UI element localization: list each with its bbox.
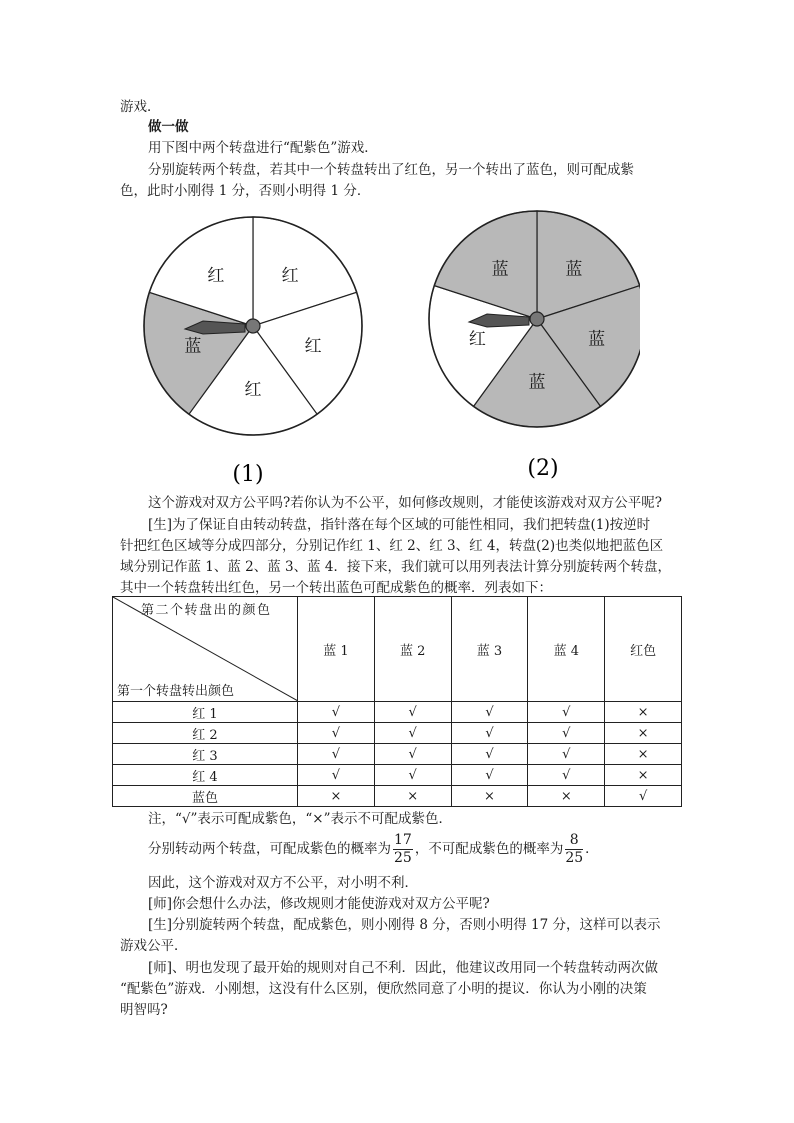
- table-cell: √: [528, 765, 605, 786]
- sector-label: 红: [304, 336, 322, 357]
- table-cell: √: [298, 765, 375, 786]
- table-cell: √: [298, 723, 375, 744]
- sector-label: 红: [468, 329, 486, 350]
- probability-table: [112, 596, 682, 807]
- fraction-denominator: 25: [565, 850, 584, 866]
- table-cell: ×: [605, 723, 682, 744]
- text-line: [师]、明也发现了最开始的规则对自己不利．因此，他建议改用同一个转盘转动两次做: [148, 960, 659, 976]
- row-label: 红 4: [113, 765, 298, 786]
- table-cell: ×: [605, 744, 682, 765]
- table-cell: √: [528, 723, 605, 744]
- probability-line: [148, 829, 599, 869]
- table-cell: ×: [605, 765, 682, 786]
- column-header: 红色: [605, 597, 682, 702]
- sector-label: 红: [281, 265, 299, 286]
- table-cell: √: [298, 744, 375, 765]
- table-row: [113, 723, 682, 744]
- fraction-numerator: 8: [565, 832, 583, 850]
- sector-label: 红: [244, 380, 262, 401]
- corner-top-label: 第二个转盘出的颜色: [141, 603, 272, 618]
- table-cell: √: [451, 702, 528, 723]
- text-line: 因此，这个游戏对双方不公平，对小明不利．: [148, 875, 418, 891]
- table-header-row: [113, 597, 682, 702]
- table-cell: √: [374, 723, 451, 744]
- text-line: “配紫色”游戏．小刚想，这没有什么区别，便欣然同意了小明的提议．你认为小刚的决策: [120, 981, 647, 997]
- row-label: 蓝色: [113, 786, 298, 807]
- table-cell: √: [451, 765, 528, 786]
- table-row: [113, 744, 682, 765]
- column-header: 蓝 2: [374, 597, 451, 702]
- spinner-hub: [246, 319, 260, 333]
- text-line: 其中一个转盘转出红色，另一个转出蓝色可配成紫色的概率．列表如下：: [120, 580, 552, 596]
- table-cell: √: [374, 765, 451, 786]
- text-line: [生]为了保证自由转动转盘，指针落在每个区域的可能性相同，我们把转盘(1)按逆时: [148, 517, 651, 533]
- text-line: 这个游戏对双方公平吗?若你认为不公平，如何修改规则，才能使该游戏对双方公平呢?: [148, 495, 662, 511]
- spinner-2-caption: (2): [527, 456, 559, 481]
- text-line: 游戏公平．: [120, 938, 188, 954]
- table-cell: √: [451, 744, 528, 765]
- spinner-hub: [530, 312, 544, 326]
- fraction-denominator: 25: [394, 850, 412, 866]
- text-line: 色，此时小刚得 1 分，否则小明得 1 分．: [120, 183, 371, 199]
- table-row: [113, 786, 682, 807]
- table-cell: √: [451, 723, 528, 744]
- table-cell: √: [374, 744, 451, 765]
- text-fragment: 分别转动两个转盘，可配成紫色的概率为: [148, 841, 391, 857]
- column-header: 蓝 1: [298, 597, 375, 702]
- table-cell: ×: [528, 786, 605, 807]
- spinner-2: [429, 211, 640, 427]
- sector-label: 红: [207, 265, 225, 286]
- fraction-numerator: 17: [394, 832, 412, 848]
- text-fragment: ．: [585, 841, 599, 857]
- table-cell: ×: [298, 786, 375, 807]
- table-cell: √: [528, 744, 605, 765]
- spinner-1: [144, 217, 362, 435]
- spinner-figures: [130, 205, 640, 490]
- table-cell: √: [374, 702, 451, 723]
- table-row: [113, 702, 682, 723]
- sector-label: 蓝: [184, 336, 202, 357]
- text-line: 游戏．: [120, 99, 161, 115]
- text-line: 域分别记作蓝 1、蓝 2、蓝 3、蓝 4．接下来，我们就可以用列表法计算分别旋转两个转盘，: [120, 559, 672, 575]
- sector-label: 蓝: [491, 259, 509, 280]
- corner-bottom-label: 第一个转盘转出颜色: [117, 684, 235, 699]
- column-header: 蓝 3: [451, 597, 528, 702]
- table-cell: ×: [605, 702, 682, 723]
- fraction-purple: [393, 832, 413, 867]
- text-fragment: ，不可配成紫色的概率为: [414, 841, 564, 857]
- text-line: 针把红色区域等分成四部分，分别记作红 1、红 2、红 3、红 4，转盘(2)也类似地把蓝色区: [120, 538, 664, 554]
- text-line: [师]你会想什么办法，修改规则才能使游戏对双方公平呢?: [148, 896, 490, 912]
- text-line: 明智吗?: [120, 1002, 168, 1018]
- spinner-1-caption: (1): [232, 462, 264, 487]
- table-cell: √: [528, 702, 605, 723]
- fraction-not-purple: [565, 832, 583, 867]
- row-label: 红 2: [113, 723, 298, 744]
- table-cell: √: [298, 702, 375, 723]
- text-line: 分别旋转两个转盘，若其中一个转盘转出了红色，另一个转出了蓝色，则可配成紫: [148, 162, 634, 178]
- table-row: [113, 765, 682, 786]
- text-line: [生]分别旋转两个转盘，配成紫色，则小刚得 8 分，否则小明得 17 分，这样可以表示: [148, 917, 661, 933]
- table-note: 注，“√”表示可配成紫色，“×”表示不可配成紫色．: [148, 811, 453, 827]
- column-header: 蓝 4: [528, 597, 605, 702]
- sector-label: 蓝: [565, 259, 583, 280]
- sector-label: 蓝: [528, 372, 546, 393]
- table-corner-cell: [113, 597, 298, 702]
- row-label: 红 3: [113, 744, 298, 765]
- text-line: 用下图中两个转盘进行“配紫色”游戏．: [148, 140, 378, 156]
- sector-label: 蓝: [588, 329, 606, 350]
- table-cell: √: [605, 786, 682, 807]
- table-cell: ×: [451, 786, 528, 807]
- section-heading: 做一做: [148, 119, 189, 135]
- row-label: 红 1: [113, 702, 298, 723]
- table-cell: ×: [374, 786, 451, 807]
